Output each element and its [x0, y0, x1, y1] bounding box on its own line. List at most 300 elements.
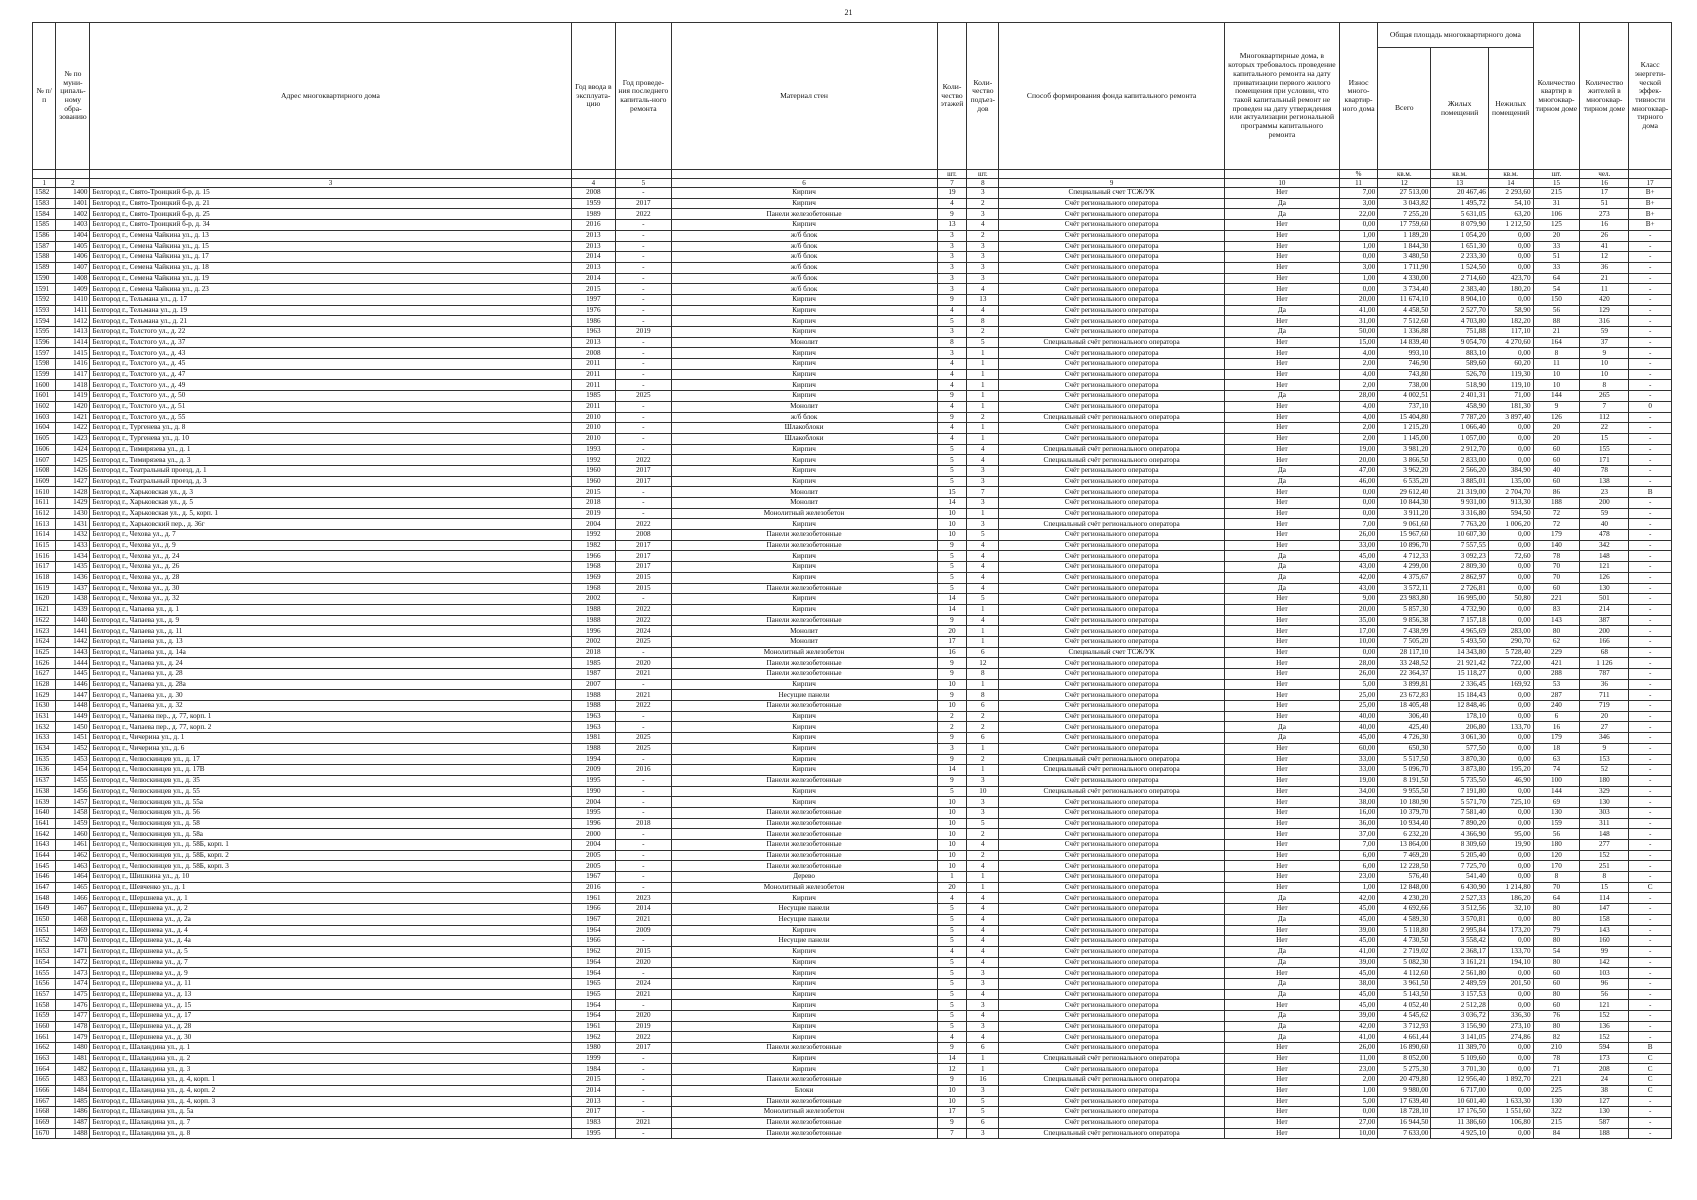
cell-n: 1656 — [33, 978, 56, 989]
cell-walls: Кирпич — [671, 572, 937, 583]
cell-residents: 158 — [1580, 914, 1629, 925]
cell-address: Белгород г., Чапаева ул., д. 13 — [90, 636, 571, 647]
cell-apartments: 79 — [1533, 925, 1580, 936]
table-row — [33, 957, 1672, 968]
cell-privatization: Нет — [1224, 412, 1339, 423]
cell-area-nonliving: 0,00 — [1488, 583, 1533, 594]
cell-privatization: Нет — [1224, 936, 1339, 947]
cell-apartments: 63 — [1533, 754, 1580, 765]
cell-entrances: 3 — [967, 978, 999, 989]
cell-year-built: 1996 — [571, 818, 616, 829]
cell-n-mun: 1415 — [56, 348, 90, 359]
table-row — [33, 1000, 1672, 1011]
cell-fund-method: Счёт регионального оператора — [999, 840, 1225, 851]
cell-year-repair: - — [616, 487, 671, 498]
cell-area-total: 7 255,20 — [1378, 209, 1431, 220]
cell-wear: 2,00 — [1339, 359, 1377, 370]
column-number-cell: 13 — [1431, 179, 1488, 188]
cell-privatization: Да — [1224, 198, 1339, 209]
cell-floors: 9 — [937, 615, 967, 626]
cell-n: 1623 — [33, 626, 56, 637]
cell-area-total: 1 844,30 — [1378, 241, 1431, 252]
cell-area-total: 6 232,20 — [1378, 829, 1431, 840]
cell-fund-method: Счёт регионального оператора — [999, 476, 1225, 487]
column-number-cell: 5 — [616, 179, 671, 188]
cell-n: 1607 — [33, 455, 56, 466]
cell-n-mun: 1420 — [56, 401, 90, 412]
cell-n: 1622 — [33, 615, 56, 626]
cell-fund-method: Счёт регионального оператора — [999, 797, 1225, 808]
cell-year-repair: 2021 — [616, 914, 671, 925]
cell-fund-method: Специальный счёт регионального оператора — [999, 754, 1225, 765]
cell-walls: Панели железобетонные — [671, 861, 937, 872]
cell-area-total: 4 692,66 — [1378, 904, 1431, 915]
cell-wear: 28,00 — [1339, 391, 1377, 402]
cell-floors: 2 — [937, 722, 967, 733]
cell-entrances: 4 — [967, 1011, 999, 1022]
cell-year-built: 1982 — [571, 540, 616, 551]
cell-apartments: 180 — [1533, 840, 1580, 851]
cell-year-built: 1962 — [571, 946, 616, 957]
cell-apartments: 159 — [1533, 818, 1580, 829]
cell-area-living: 5 205,40 — [1431, 850, 1488, 861]
table-row — [33, 807, 1672, 818]
cell-energy-class: - — [1629, 711, 1672, 722]
cell-walls: Кирпич — [671, 465, 937, 476]
cell-residents: 711 — [1580, 690, 1629, 701]
cell-year-repair: - — [616, 273, 671, 284]
cell-apartments: 51 — [1533, 252, 1580, 263]
cell-floors: 10 — [937, 1085, 967, 1096]
cell-floors: 10 — [937, 797, 967, 808]
cell-address: Белгород г., Шершнева ул., д. 4а — [90, 936, 571, 947]
cell-fund-method: Счёт регионального оператора — [999, 369, 1225, 380]
cell-area-living: 10 601,40 — [1431, 1096, 1488, 1107]
cell-walls: Кирпич — [671, 754, 937, 765]
cell-address: Белгород г., Челюскинцев ул., д. 17 — [90, 754, 571, 765]
cell-apartments: 40 — [1533, 465, 1580, 476]
cell-fund-method: Счёт регионального оператора — [999, 1043, 1225, 1054]
cell-residents: 130 — [1580, 583, 1629, 594]
cell-n-mun: 1452 — [56, 743, 90, 754]
cell-walls: Кирпич — [671, 359, 937, 370]
cell-apartments: 130 — [1533, 807, 1580, 818]
cell-n-mun: 1425 — [56, 455, 90, 466]
cell-area-living: 3 885,01 — [1431, 476, 1488, 487]
cell-energy-class: - — [1629, 872, 1672, 883]
cell-fund-method: Счёт регионального оператора — [999, 872, 1225, 883]
cell-area-nonliving: 106,80 — [1488, 1117, 1533, 1128]
cell-apartments: 53 — [1533, 679, 1580, 690]
cell-privatization: Нет — [1224, 829, 1339, 840]
table-row — [33, 1096, 1672, 1107]
cell-fund-method: Специальный счёт регионального оператора — [999, 1128, 1225, 1139]
page-number: 21 — [844, 8, 853, 17]
cell-residents: 273 — [1580, 209, 1629, 220]
cell-floors: 5 — [937, 562, 967, 573]
cell-year-built: 2004 — [571, 840, 616, 851]
cell-residents: 126 — [1580, 572, 1629, 583]
unit-cell — [999, 170, 1225, 179]
cell-n-mun: 1477 — [56, 1011, 90, 1022]
cell-wear: 16,00 — [1339, 807, 1377, 818]
cell-n: 1621 — [33, 604, 56, 615]
cell-n: 1618 — [33, 572, 56, 583]
cell-year-built: 1980 — [571, 1043, 616, 1054]
cell-walls: Панели железобетонные — [671, 540, 937, 551]
cell-wear: 45,00 — [1339, 551, 1377, 562]
cell-apartments: 179 — [1533, 733, 1580, 744]
cell-year-built: 2014 — [571, 1085, 616, 1096]
cell-n: 1659 — [33, 1011, 56, 1022]
cell-area-nonliving: 1 551,60 — [1488, 1107, 1533, 1118]
cell-year-built: 2007 — [571, 679, 616, 690]
cell-year-built: 2019 — [571, 508, 616, 519]
table-row — [33, 583, 1672, 594]
cell-apartments: 10 — [1533, 380, 1580, 391]
table-row — [33, 369, 1672, 380]
cell-address: Белгород г., Чичерина ул., д. 6 — [90, 743, 571, 754]
cell-fund-method: Счёт регионального оператора — [999, 594, 1225, 605]
cell-address: Белгород г., Семена Чайкина ул., д. 17 — [90, 252, 571, 263]
cell-area-living: 5 735,50 — [1431, 775, 1488, 786]
cell-entrances: 6 — [967, 733, 999, 744]
cell-area-total: 4 230,20 — [1378, 893, 1431, 904]
cell-area-living: 3 036,72 — [1431, 1011, 1488, 1022]
cell-entrances: 1 — [967, 433, 999, 444]
table-row — [33, 465, 1672, 476]
cell-area-living: 1 495,72 — [1431, 198, 1488, 209]
cell-floors: 3 — [937, 262, 967, 273]
cell-area-living: 1 066,40 — [1431, 423, 1488, 434]
cell-area-living: 17 176,50 — [1431, 1107, 1488, 1118]
cell-floors: 14 — [937, 604, 967, 615]
cell-apartments: 11 — [1533, 359, 1580, 370]
cell-privatization: Да — [1224, 722, 1339, 733]
cell-n: 1614 — [33, 530, 56, 541]
cell-entrances: 4 — [967, 444, 999, 455]
cell-apartments: 221 — [1533, 1075, 1580, 1086]
cell-area-total: 6 535,20 — [1378, 476, 1431, 487]
cell-address: Белгород г., Челюскинцев ул., д. 58Б, корп. 1 — [90, 840, 571, 851]
cell-floors: 15 — [937, 487, 967, 498]
cell-area-total: 9 955,50 — [1378, 786, 1431, 797]
cell-year-repair: 2008 — [616, 530, 671, 541]
cell-area-total: 4 330,00 — [1378, 273, 1431, 284]
cell-residents: 173 — [1580, 1053, 1629, 1064]
cell-privatization: Нет — [1224, 861, 1339, 872]
cell-apartments: 60 — [1533, 476, 1580, 487]
cell-floors: 5 — [937, 989, 967, 1000]
cell-wear: 4,00 — [1339, 401, 1377, 412]
table-row — [33, 273, 1672, 284]
cell-area-nonliving: 0,00 — [1488, 711, 1533, 722]
cell-wear: 0,00 — [1339, 252, 1377, 263]
cell-privatization: Нет — [1224, 487, 1339, 498]
cell-energy-class: - — [1629, 540, 1672, 551]
cell-address: Белгород г., Семена Чайкина ул., д. 15 — [90, 241, 571, 252]
cell-energy-class: 0 — [1629, 401, 1672, 412]
cell-wear: 41,00 — [1339, 946, 1377, 957]
cell-privatization: Нет — [1224, 669, 1339, 680]
cell-fund-method: Счёт регионального оператора — [999, 968, 1225, 979]
cell-floors: 9 — [937, 412, 967, 423]
cell-area-total: 3 480,50 — [1378, 252, 1431, 263]
cell-entrances: 3 — [967, 807, 999, 818]
cell-n: 1603 — [33, 412, 56, 423]
cell-privatization: Да — [1224, 305, 1339, 316]
cell-area-nonliving: 2 704,70 — [1488, 487, 1533, 498]
cell-area-total: 22 364,37 — [1378, 669, 1431, 680]
cell-year-built: 2011 — [571, 380, 616, 391]
table-row — [33, 936, 1672, 947]
cell-n-mun: 1470 — [56, 936, 90, 947]
cell-entrances: 4 — [967, 840, 999, 851]
cell-area-living: 178,10 — [1431, 711, 1488, 722]
cell-area-living: 5 109,60 — [1431, 1053, 1488, 1064]
unit-cell — [616, 170, 671, 179]
cell-privatization: Нет — [1224, 241, 1339, 252]
cell-area-total: 12 228,50 — [1378, 861, 1431, 872]
cell-year-repair: - — [616, 711, 671, 722]
cell-year-repair: 2022 — [616, 519, 671, 530]
cell-residents: 155 — [1580, 444, 1629, 455]
column-number-cell: 3 — [90, 179, 571, 188]
cell-n: 1658 — [33, 1000, 56, 1011]
table-row — [33, 487, 1672, 498]
cell-fund-method: Счёт регионального оператора — [999, 914, 1225, 925]
cell-year-repair: - — [616, 241, 671, 252]
cell-privatization: Да — [1224, 551, 1339, 562]
cell-address: Белгород г., Чехова ул., д. 26 — [90, 562, 571, 573]
cell-area-nonliving: 19,90 — [1488, 840, 1533, 851]
cell-n-mun: 1481 — [56, 1053, 90, 1064]
cell-privatization: Нет — [1224, 1053, 1339, 1064]
cell-residents: 68 — [1580, 647, 1629, 658]
cell-n-mun: 1453 — [56, 754, 90, 765]
cell-year-built: 1966 — [571, 551, 616, 562]
cell-n: 1638 — [33, 786, 56, 797]
cell-year-built: 2004 — [571, 519, 616, 530]
cell-privatization: Нет — [1224, 498, 1339, 509]
cell-year-built: 1968 — [571, 562, 616, 573]
cell-privatization: Нет — [1224, 636, 1339, 647]
cell-fund-method: Счёт регионального оператора — [999, 241, 1225, 252]
cell-area-living: 6 717,00 — [1431, 1085, 1488, 1096]
cell-fund-method: Счёт регионального оператора — [999, 423, 1225, 434]
cell-walls: Монолит — [671, 636, 937, 647]
cell-fund-method: Счёт регионального оператора — [999, 1096, 1225, 1107]
cell-year-built: 2016 — [571, 882, 616, 893]
cell-walls: Несущие панели — [671, 904, 937, 915]
cell-privatization: Да — [1224, 583, 1339, 594]
cell-wear: 45,00 — [1339, 1000, 1377, 1011]
cell-entrances: 10 — [967, 786, 999, 797]
cell-entrances: 4 — [967, 957, 999, 968]
cell-area-nonliving: 173,20 — [1488, 925, 1533, 936]
table-row — [33, 850, 1672, 861]
cell-year-built: 1988 — [571, 743, 616, 754]
cell-n: 1640 — [33, 807, 56, 818]
cell-residents: 78 — [1580, 465, 1629, 476]
cell-energy-class: - — [1629, 978, 1672, 989]
cell-n-mun: 1466 — [56, 893, 90, 904]
cell-walls: Несущие панели — [671, 690, 937, 701]
cell-area-total: 7 633,00 — [1378, 1128, 1431, 1139]
cell-walls: Кирпич — [671, 711, 937, 722]
cell-area-living: 2 726,81 — [1431, 583, 1488, 594]
cell-energy-class: - — [1629, 1096, 1672, 1107]
cell-walls: Кирпич — [671, 348, 937, 359]
cell-n: 1590 — [33, 273, 56, 284]
cell-n: 1650 — [33, 914, 56, 925]
cell-entrances: 1 — [967, 604, 999, 615]
cell-fund-method: Счёт регионального оператора — [999, 433, 1225, 444]
cell-wear: 26,00 — [1339, 530, 1377, 541]
cell-entrances: 4 — [967, 284, 999, 295]
cell-address: Белгород г., Семена Чайкина ул., д. 23 — [90, 284, 571, 295]
table-row — [33, 743, 1672, 754]
cell-residents: 23 — [1580, 487, 1629, 498]
cell-n: 1611 — [33, 498, 56, 509]
column-number-cell: 17 — [1629, 179, 1672, 188]
cell-fund-method: Счёт регионального оператора — [999, 1107, 1225, 1118]
cell-area-living: 3 873,80 — [1431, 765, 1488, 776]
cell-year-repair: 2017 — [616, 551, 671, 562]
cell-walls: Панели железобетонные — [671, 1075, 937, 1086]
cell-year-repair: 2021 — [616, 989, 671, 1000]
cell-year-repair: 2022 — [616, 209, 671, 220]
cell-fund-method: Счёт регионального оператора — [999, 316, 1225, 327]
cell-apartments: 20 — [1533, 230, 1580, 241]
cell-n-mun: 1446 — [56, 679, 90, 690]
table-row — [33, 572, 1672, 583]
cell-n: 1628 — [33, 679, 56, 690]
cell-fund-method: Счёт регионального оператора — [999, 284, 1225, 295]
cell-walls: Кирпич — [671, 968, 937, 979]
cell-area-total: 20 479,80 — [1378, 1075, 1431, 1086]
cell-year-repair: - — [616, 359, 671, 370]
cell-apartments: 18 — [1533, 743, 1580, 754]
cell-apartments: 322 — [1533, 1107, 1580, 1118]
cell-wear: 20,00 — [1339, 604, 1377, 615]
cell-entrances: 3 — [967, 498, 999, 509]
cell-area-living: 2 527,33 — [1431, 893, 1488, 904]
cell-year-repair: - — [616, 444, 671, 455]
table-row — [33, 786, 1672, 797]
cell-energy-class: - — [1629, 936, 1672, 947]
cell-year-built: 1986 — [571, 316, 616, 327]
cell-floors: 10 — [937, 818, 967, 829]
cell-floors: 9 — [937, 754, 967, 765]
cell-floors: 4 — [937, 359, 967, 370]
cell-privatization: Нет — [1224, 786, 1339, 797]
cell-area-living: 526,70 — [1431, 369, 1488, 380]
cell-apartments: 60 — [1533, 455, 1580, 466]
table-row — [33, 882, 1672, 893]
cell-energy-class: - — [1629, 818, 1672, 829]
cell-area-total: 4 299,00 — [1378, 562, 1431, 573]
cell-area-total: 12 848,00 — [1378, 882, 1431, 893]
cell-address: Белгород г., Толстого ул., д. 37 — [90, 337, 571, 348]
cell-area-living: 518,90 — [1431, 380, 1488, 391]
cell-entrances: 1 — [967, 765, 999, 776]
cell-walls: Кирпич — [671, 594, 937, 605]
cell-area-nonliving: 0,00 — [1488, 241, 1533, 252]
cell-fund-method: Счёт регионального оператора — [999, 252, 1225, 263]
cell-entrances: 2 — [967, 230, 999, 241]
cell-year-repair: - — [616, 412, 671, 423]
cell-walls: Кирпич — [671, 1000, 937, 1011]
cell-area-total: 737,10 — [1378, 401, 1431, 412]
cell-n-mun: 1431 — [56, 519, 90, 530]
cell-floors: 14 — [937, 498, 967, 509]
column-number-cell: 8 — [967, 179, 999, 188]
cell-residents: 40 — [1580, 519, 1629, 530]
cell-area-total: 3 866,50 — [1378, 455, 1431, 466]
cell-area-total: 1 189,20 — [1378, 230, 1431, 241]
cell-walls: Кирпич — [671, 455, 937, 466]
cell-energy-class: - — [1629, 476, 1672, 487]
cell-apartments: 188 — [1533, 498, 1580, 509]
cell-n: 1666 — [33, 1085, 56, 1096]
cell-area-total: 17 759,60 — [1378, 220, 1431, 231]
cell-area-nonliving: 0,00 — [1488, 936, 1533, 947]
cell-area-living: 21 921,42 — [1431, 658, 1488, 669]
cell-year-repair: 2025 — [616, 733, 671, 744]
cell-residents: 129 — [1580, 305, 1629, 316]
cell-privatization: Нет — [1224, 701, 1339, 712]
cell-area-total: 1 145,00 — [1378, 433, 1431, 444]
cell-walls: Кирпич — [671, 786, 937, 797]
cell-entrances: 3 — [967, 1021, 999, 1032]
cell-entrances: 2 — [967, 412, 999, 423]
cell-apartments: 71 — [1533, 1064, 1580, 1075]
cell-n-mun: 1479 — [56, 1032, 90, 1043]
cell-fund-method: Счёт регионального оператора — [999, 230, 1225, 241]
cell-year-built: 1964 — [571, 1011, 616, 1022]
cell-n: 1664 — [33, 1064, 56, 1075]
cell-wear: 39,00 — [1339, 925, 1377, 936]
cell-n-mun: 1418 — [56, 380, 90, 391]
cell-energy-class: - — [1629, 786, 1672, 797]
cell-apartments: 60 — [1533, 1000, 1580, 1011]
cell-entrances: 6 — [967, 1043, 999, 1054]
cell-privatization: Да — [1224, 957, 1339, 968]
cell-residents: 303 — [1580, 807, 1629, 818]
cell-floors: 8 — [937, 337, 967, 348]
cell-walls: Кирпич — [671, 679, 937, 690]
cell-walls: Панели железобетонные — [671, 1117, 937, 1128]
cell-privatization: Нет — [1224, 444, 1339, 455]
cell-privatization: Нет — [1224, 455, 1339, 466]
cell-address: Белгород г., Шаландина ул., д. 4, корп. 2 — [90, 1085, 571, 1096]
cell-area-living: 1 651,30 — [1431, 241, 1488, 252]
cell-entrances: 1 — [967, 348, 999, 359]
cell-area-living: 2 912,70 — [1431, 444, 1488, 455]
cell-energy-class: - — [1629, 1021, 1672, 1032]
cell-residents: 27 — [1580, 722, 1629, 733]
cell-entrances: 4 — [967, 989, 999, 1000]
cell-fund-method: Счёт регионального оператора — [999, 711, 1225, 722]
cell-n-mun: 1416 — [56, 359, 90, 370]
cell-energy-class: С — [1629, 1085, 1672, 1096]
cell-residents: 52 — [1580, 765, 1629, 776]
cell-fund-method: Счёт регионального оператора — [999, 925, 1225, 936]
cell-residents: 265 — [1580, 391, 1629, 402]
cell-n: 1641 — [33, 818, 56, 829]
cell-residents: 152 — [1580, 1032, 1629, 1043]
